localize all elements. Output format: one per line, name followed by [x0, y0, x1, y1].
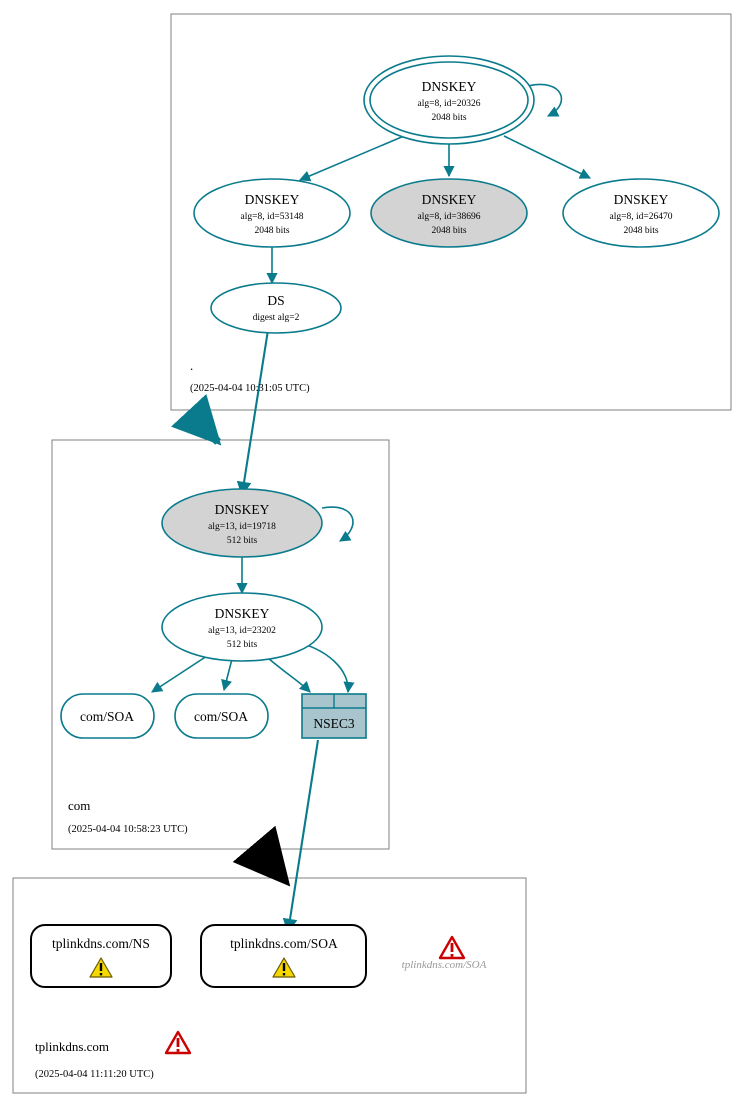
- node-sublabel: digest alg=2: [252, 313, 300, 323]
- node-sublabel: alg=8, id=53148: [240, 212, 304, 222]
- edge-com-zsk-to-nsec3: [268, 658, 310, 692]
- node-root-ds[interactable]: [211, 283, 341, 333]
- node-label: DNSKEY: [214, 606, 270, 621]
- node-sublabel: alg=13, id=19718: [208, 522, 276, 532]
- zone-label-root: .: [190, 358, 194, 373]
- edge-delegation-com-to-tplinkdns: [255, 845, 283, 878]
- rrset-label: tplinkdns.com/SOA: [230, 936, 338, 951]
- rrset-label: com/SOA: [194, 709, 248, 724]
- zone-timestamp-com: (2025-04-04 10:58:23 UTC): [68, 824, 188, 835]
- node-sublabel: alg=8, id=38696: [417, 212, 481, 222]
- zone-timestamp-root: (2025-04-04 10:31:05 UTC): [190, 383, 310, 394]
- rrset-label-ghost: tplinkdns.com/SOA: [401, 959, 487, 971]
- node-sublabel: alg=8, id=20326: [417, 99, 481, 109]
- edge-com-zsk-to-soa-1: [152, 654, 210, 692]
- edge-com-ksk-self-sign: [322, 507, 353, 541]
- node-sublabel: 2048 bits: [431, 226, 467, 236]
- zone-label-com: com: [68, 798, 91, 813]
- rrset-label: com/SOA: [80, 709, 134, 724]
- node-sublabel: 2048 bits: [254, 226, 290, 236]
- node-label: DS: [267, 293, 285, 308]
- node-label: DNSKEY: [214, 502, 270, 517]
- node-sublabel: 512 bits: [226, 640, 258, 650]
- rrset-label: tplinkdns.com/NS: [52, 936, 150, 951]
- node-label: DNSKEY: [244, 192, 300, 207]
- error-triangle-red-icon: [440, 937, 464, 958]
- node-tplinkdns-soa-rrset[interactable]: [201, 925, 366, 987]
- node-sublabel: alg=8, id=26470: [609, 212, 673, 222]
- rrset-label: NSEC3: [313, 716, 355, 731]
- node-label: DNSKEY: [421, 79, 477, 94]
- edge-root-ksk-to-26470: [504, 136, 590, 178]
- edge-com-zsk-to-soa-2: [224, 659, 232, 690]
- node-tplinkdns-ns-rrset[interactable]: [31, 925, 171, 987]
- edge-root-ds-to-com-dnskey: [242, 330, 268, 495]
- node-label: DNSKEY: [421, 192, 477, 207]
- zone-timestamp-tplinkdns: (2025-04-04 11:11:20 UTC): [35, 1069, 154, 1080]
- error-triangle-red-icon: [166, 1032, 190, 1053]
- node-sublabel: 512 bits: [226, 536, 258, 546]
- edge-delegation-root-to-com: [193, 415, 218, 442]
- edge-root-ksk-to-53148: [300, 136, 404, 180]
- zone-label-tplinkdns: tplinkdns.com: [35, 1039, 110, 1054]
- node-sublabel: alg=13, id=23202: [208, 626, 276, 636]
- node-sublabel: 2048 bits: [623, 226, 659, 236]
- node-label: DNSKEY: [613, 192, 669, 207]
- node-sublabel: 2048 bits: [431, 113, 467, 123]
- edge-com-nsec3-to-tplinkdns: [288, 740, 318, 932]
